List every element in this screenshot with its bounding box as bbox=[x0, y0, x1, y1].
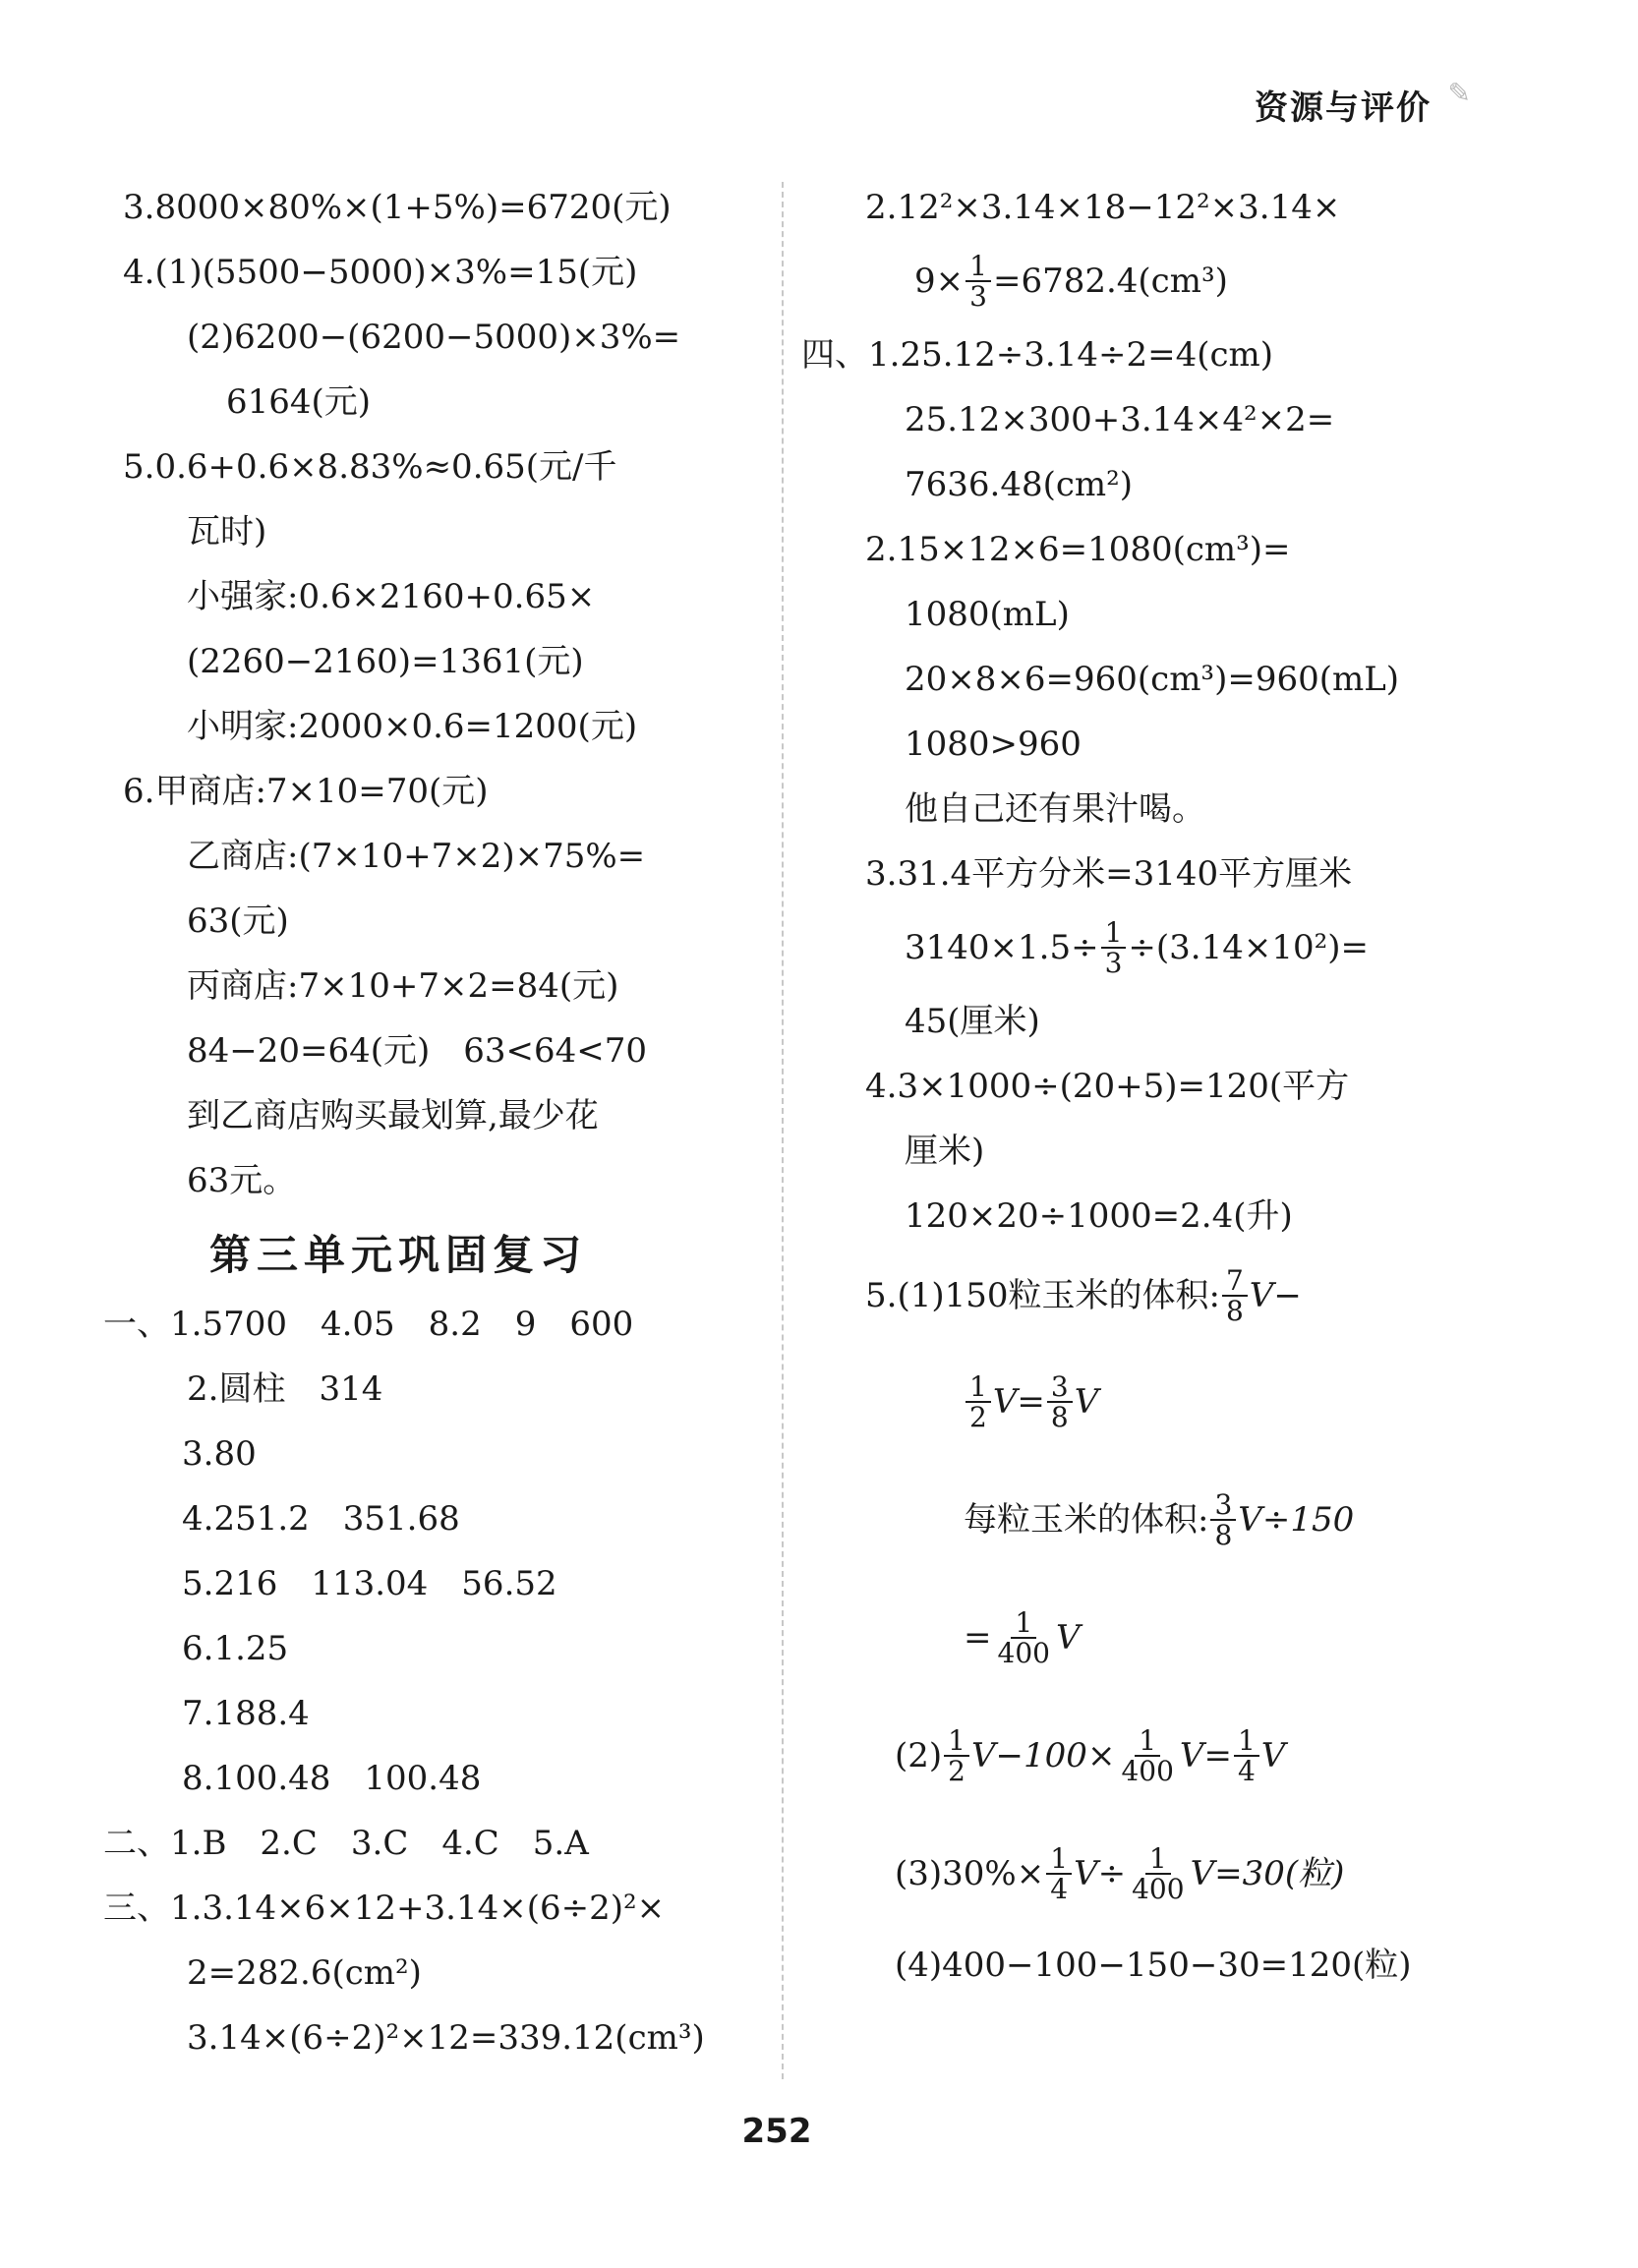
answer-line-with-fraction bbox=[964, 1579, 1460, 1697]
page-number: 252 bbox=[741, 2112, 812, 2151]
answer-line: 3.80 bbox=[182, 1433, 257, 1474]
answer-line: 3.31.4平方分米=3140平方厘米 bbox=[865, 853, 1353, 894]
text-segment: V÷ bbox=[1074, 1853, 1127, 1893]
answer-line: 3.8000×80%×(1+5%)=6720(元) bbox=[123, 187, 672, 227]
numerator: 7 bbox=[1222, 1266, 1248, 1297]
answer-line: 他自己还有果汁喝。 bbox=[905, 788, 1205, 829]
answer-line: (4)400−100−150−30=120(粒) bbox=[895, 1945, 1412, 1985]
fraction bbox=[944, 1723, 969, 1787]
fraction bbox=[965, 1369, 991, 1433]
fraction bbox=[994, 1605, 1054, 1669]
answer-line: 84−20=64(元) 63<64<70 bbox=[187, 1030, 648, 1071]
section-title: 第三单元巩固复习 bbox=[208, 1231, 587, 1279]
answer-line: 1080(mL) bbox=[905, 594, 1070, 634]
answer-line: 5.0.6+0.6×8.83%≈0.65(元/千 bbox=[123, 446, 617, 487]
denominator: 8 bbox=[1225, 1295, 1244, 1327]
answer-line: 7636.48(cm²) bbox=[905, 464, 1134, 504]
fraction bbox=[1047, 1369, 1073, 1433]
text-segment: ÷(3.14×10²)= bbox=[1128, 927, 1369, 967]
answer-line: 120×20÷1000=2.4(升) bbox=[905, 1195, 1293, 1236]
answer-line: 6164(元) bbox=[226, 381, 372, 422]
answer-line-with-fraction bbox=[964, 1461, 1460, 1579]
text-segment: 9× bbox=[914, 261, 965, 301]
denominator: 400 bbox=[1121, 1755, 1174, 1787]
denominator: 4 bbox=[1237, 1755, 1256, 1787]
text-segment: V=30(粒) bbox=[1190, 1853, 1345, 1893]
numerator: 1 bbox=[965, 1372, 991, 1403]
denominator: 8 bbox=[1050, 1401, 1069, 1433]
fraction bbox=[1234, 1723, 1259, 1787]
text-segment: V bbox=[1074, 1381, 1099, 1422]
denominator: 2 bbox=[948, 1755, 965, 1787]
answer-line: (2)6200−(6200−5000)×3%= bbox=[187, 317, 681, 357]
answer-line: 厘米) bbox=[905, 1131, 985, 1171]
answer-line: 三、1.3.14×6×12+3.14×(6÷2)²× bbox=[103, 1888, 666, 1928]
numerator: 1 bbox=[1234, 1726, 1259, 1757]
page-header-title: 资源与评价 bbox=[1255, 88, 1432, 128]
answer-line: 5.216 113.04 56.52 bbox=[182, 1563, 557, 1603]
denominator: 400 bbox=[997, 1637, 1050, 1669]
fraction bbox=[1128, 1841, 1188, 1905]
answer-line: 2=282.6(cm²) bbox=[187, 1952, 422, 1993]
text-segment: V÷150 bbox=[1238, 1499, 1355, 1540]
text-segment: = bbox=[964, 1617, 992, 1657]
numerator: 1 bbox=[1011, 1608, 1036, 1639]
answer-line: 2.圆柱 314 bbox=[187, 1368, 383, 1409]
text-segment: =6782.4(cm³) bbox=[992, 261, 1228, 301]
fraction bbox=[1117, 1723, 1177, 1787]
right-column bbox=[801, 175, 1460, 1998]
numerator: 1 bbox=[1135, 1726, 1160, 1757]
column-divider bbox=[782, 182, 784, 2079]
answer-line: 1080>960 bbox=[905, 724, 1082, 764]
answer-line-with-fraction bbox=[865, 1249, 1460, 1343]
answer-line: 20×8×6=960(cm³)=960(mL) bbox=[905, 659, 1400, 699]
answer-line: 63元。 bbox=[187, 1160, 297, 1200]
text-segment: (3)30%× bbox=[895, 1853, 1045, 1893]
answer-line: 一、1.5700 4.05 8.2 9 600 bbox=[103, 1304, 634, 1344]
answer-line-with-fraction bbox=[964, 1343, 1460, 1461]
answer-line-with-fraction bbox=[914, 240, 1460, 322]
answer-line: 6.甲商店:7×10=70(元) bbox=[123, 771, 489, 811]
answer-line-with-fraction bbox=[895, 1815, 1460, 1933]
numerator: 3 bbox=[1210, 1490, 1236, 1521]
answer-line: 小明家:2000×0.6=1200(元) bbox=[187, 706, 638, 746]
numerator: 1 bbox=[1145, 1844, 1171, 1875]
answer-line: 4.251.2 351.68 bbox=[182, 1498, 460, 1539]
text-segment: V bbox=[1260, 1735, 1286, 1775]
header-decoration-icon: ✎ bbox=[1447, 77, 1471, 109]
answer-line: 四、1.25.12÷3.14÷2=4(cm) bbox=[801, 334, 1274, 375]
answer-line: 63(元) bbox=[187, 901, 289, 941]
text-segment: 5.(1)150粒玉米的体积: bbox=[865, 1275, 1220, 1315]
answer-line: 小强家:0.6×2160+0.65× bbox=[187, 576, 596, 616]
fraction bbox=[1222, 1263, 1248, 1327]
answer-line: 4.(1)(5500−5000)×3%=15(元) bbox=[123, 252, 638, 292]
text-segment: V−100× bbox=[971, 1735, 1116, 1775]
fraction bbox=[1210, 1487, 1236, 1551]
answer-line: 3.14×(6÷2)²×12=339.12(cm³) bbox=[187, 2017, 705, 2058]
answer-line: 2.12²×3.14×18−12²×3.14× bbox=[865, 187, 1341, 227]
fraction bbox=[1101, 915, 1127, 979]
denominator: 4 bbox=[1050, 1873, 1069, 1905]
answer-line: 4.3×1000÷(20+5)=120(平方 bbox=[865, 1066, 1350, 1106]
numerator: 1 bbox=[965, 252, 991, 282]
answer-line: 45(厘米) bbox=[905, 1001, 1040, 1041]
answer-line: 2.15×12×6=1080(cm³)= bbox=[865, 529, 1291, 569]
fraction bbox=[1046, 1841, 1072, 1905]
left-column bbox=[103, 175, 762, 2070]
answer-line: 7.188.4 bbox=[182, 1693, 310, 1733]
answer-line: 8.100.48 100.48 bbox=[182, 1758, 482, 1798]
text-segment: V− bbox=[1249, 1275, 1302, 1315]
text-segment: 3140×1.5÷ bbox=[905, 927, 1099, 967]
denominator: 400 bbox=[1132, 1873, 1185, 1905]
text-segment: V= bbox=[992, 1381, 1045, 1422]
numerator: 1 bbox=[944, 1726, 969, 1757]
answer-line: 到乙商店购买最划算,最少花 bbox=[187, 1095, 599, 1135]
answer-line: 瓦时) bbox=[187, 511, 267, 552]
text-segment: V bbox=[1055, 1617, 1081, 1657]
denominator: 3 bbox=[1104, 947, 1123, 979]
text-segment: V= bbox=[1179, 1735, 1232, 1775]
answer-line: 二、1.B 2.C 3.C 4.C 5.A bbox=[103, 1823, 589, 1863]
answer-line: 25.12×300+3.14×4²×2= bbox=[905, 399, 1335, 439]
text-segment: 每粒玉米的体积: bbox=[964, 1499, 1209, 1540]
numerator: 3 bbox=[1047, 1372, 1073, 1403]
numerator: 1 bbox=[1046, 1844, 1072, 1875]
answer-line: 乙商店:(7×10+7×2)×75%= bbox=[187, 836, 646, 876]
answer-line: (2260−2160)=1361(元) bbox=[187, 641, 584, 681]
answer-line: 丙商店:7×10+7×2=84(元) bbox=[187, 965, 619, 1006]
denominator: 2 bbox=[969, 1401, 987, 1433]
denominator: 8 bbox=[1214, 1519, 1233, 1551]
denominator: 3 bbox=[969, 280, 987, 313]
answer-line-with-fraction bbox=[905, 906, 1460, 989]
answer-line: 6.1.25 bbox=[182, 1628, 289, 1668]
answer-line-with-fraction bbox=[895, 1697, 1460, 1815]
fraction bbox=[965, 249, 991, 313]
numerator: 1 bbox=[1101, 918, 1127, 949]
text-segment: (2) bbox=[895, 1735, 943, 1775]
